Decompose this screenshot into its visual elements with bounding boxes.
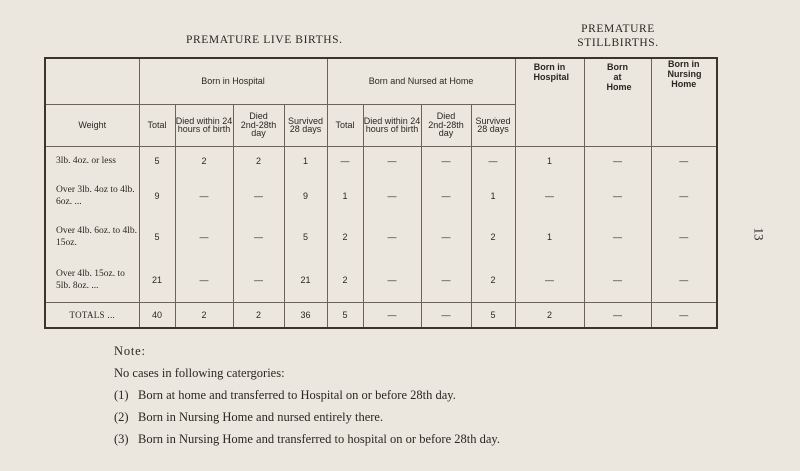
table-cell: — — [175, 216, 233, 258]
header-total-hospital: Total — [139, 104, 175, 146]
table-cell: — — [363, 216, 421, 258]
table-cell: — — [363, 146, 421, 176]
table-cell: 2 — [471, 216, 515, 258]
header-died-2-28-hospital: Died 2nd-28th day — [233, 104, 284, 146]
totals-cell: 36 — [284, 302, 327, 328]
header-weight: Weight — [45, 104, 139, 146]
table-cell: — — [515, 176, 584, 216]
table-cell: 2 — [175, 146, 233, 176]
table-cell: — — [651, 146, 717, 176]
note-item-number: (3) — [114, 432, 129, 446]
note-item-number: (2) — [114, 410, 129, 424]
table-cell: 21 — [284, 258, 327, 302]
weight-cell: Over 3lb. 4oz to 4lb. 6oz. ... — [45, 176, 139, 216]
table-cell: — — [327, 146, 363, 176]
table-cell: — — [584, 146, 651, 176]
table-cell: — — [651, 258, 717, 302]
table-row — [45, 146, 717, 176]
table-cell: — — [233, 216, 284, 258]
header-survived-home: Survived 28 days — [471, 104, 515, 146]
weight-cell: Over 4lb. 15oz. to 5lb. 8oz. ... — [45, 258, 139, 302]
header-born-and-nursed-at-home: Born and Nursed at Home — [327, 58, 515, 104]
totals-cell: 5 — [327, 302, 363, 328]
note-item-text: Born at home and transferred to Hospital on or before 28th day. — [138, 388, 456, 402]
notes-section — [114, 340, 500, 450]
note-item-number: (1) — [114, 388, 129, 402]
totals-cell: 2 — [515, 302, 584, 328]
weight-cell: Over 4lb. 6oz. to 4lb. 15oz. — [45, 216, 139, 258]
table-cell: 2 — [471, 258, 515, 302]
table-cell: — — [515, 258, 584, 302]
table-cell: 2 — [327, 258, 363, 302]
table-cell: — — [421, 146, 471, 176]
totals-cell: — — [363, 302, 421, 328]
table-cell: — — [363, 176, 421, 216]
header-blank — [45, 58, 139, 104]
table-cell: 2 — [233, 146, 284, 176]
table-cell: — — [584, 216, 651, 258]
totals-cell: 2 — [233, 302, 284, 328]
table-cell: — — [363, 258, 421, 302]
notes-title: Note: — [114, 344, 146, 358]
totals-cell: — — [421, 302, 471, 328]
table-cell: — — [421, 176, 471, 216]
table-cell: — — [175, 176, 233, 216]
table-cell: 5 — [284, 216, 327, 258]
note-item — [114, 406, 500, 428]
header-died-24h-hospital: Died within 24 hours of birth — [175, 104, 233, 146]
table-cell: — — [651, 176, 717, 216]
table-cell: 9 — [139, 176, 175, 216]
premature-births-table — [44, 57, 718, 329]
header-survived-hospital: Survived 28 days — [284, 104, 327, 146]
table-cell: 21 — [139, 258, 175, 302]
header-died-2-28-home: Died 2nd-28th day — [421, 104, 471, 146]
totals-label: TOTALS ... — [45, 302, 139, 328]
header-stillborn-hospital: Born in Hospital — [515, 58, 584, 146]
totals-cell: 5 — [471, 302, 515, 328]
totals-cell: — — [651, 302, 717, 328]
table-cell: 5 — [139, 216, 175, 258]
totals-cell: 2 — [175, 302, 233, 328]
table-cell: — — [233, 258, 284, 302]
header-stillborn-nursing-home: Born in Nursing Home — [651, 58, 717, 146]
table-cell: 1 — [515, 146, 584, 176]
header-born-in-hospital: Born in Hospital — [139, 58, 327, 104]
table-row — [45, 258, 717, 302]
table-cell: 1 — [515, 216, 584, 258]
table-cell: 1 — [327, 176, 363, 216]
table-cell: — — [233, 176, 284, 216]
table-cell: — — [421, 258, 471, 302]
stillbirths-title: PREMATURE STILLBIRTHS. — [577, 23, 659, 49]
table-cell: 5 — [139, 146, 175, 176]
table-row — [45, 176, 717, 216]
table-cell: 2 — [327, 216, 363, 258]
note-item-text: Born in Nursing Home and transferred to hospital on or before 28th day. — [138, 432, 500, 446]
live-births-title: PREMATURE LIVE BIRTHS. — [186, 34, 343, 46]
table-cell: 1 — [284, 146, 327, 176]
table-cell: 9 — [284, 176, 327, 216]
header-stillborn-home: Born at Home — [584, 58, 651, 146]
notes-intro: No cases in following catergories: — [114, 366, 285, 380]
table-row — [45, 216, 717, 258]
table-cell: — — [175, 258, 233, 302]
table-cell: 1 — [471, 176, 515, 216]
table-cell: — — [584, 176, 651, 216]
note-item-text: Born in Nursing Home and nursed entirely there. — [138, 410, 384, 424]
table-cell: — — [421, 216, 471, 258]
note-item — [114, 384, 500, 406]
totals-cell: — — [584, 302, 651, 328]
header-died-24h-home: Died within 24 hours of birth — [363, 104, 421, 146]
note-item — [114, 428, 500, 450]
table-cell: — — [584, 258, 651, 302]
table-cell: — — [471, 146, 515, 176]
table-cell: — — [651, 216, 717, 258]
totals-cell: 40 — [139, 302, 175, 328]
weight-cell: 3lb. 4oz. or less — [45, 146, 139, 176]
header-total-home: Total — [327, 104, 363, 146]
page-number: 13 — [751, 227, 767, 241]
